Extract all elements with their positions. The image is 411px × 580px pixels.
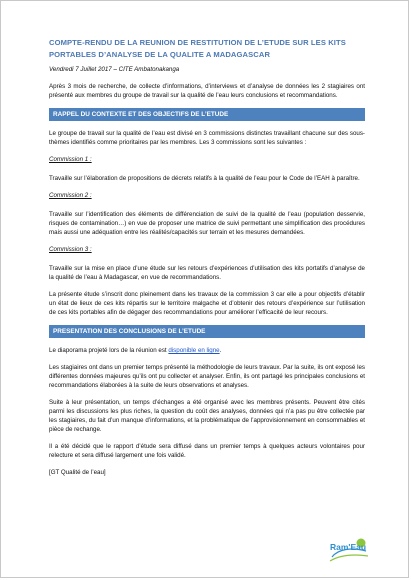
document-date-location: Vendredi 7 Juillet 2017 – CITE Ambatonakanga <box>49 66 180 73</box>
exchanges-paragraph: Suite à leur présentation, un temps d’échanges a été organisé avec les membres présents. Peuvent être cités parmi les discussions les plus riches, la question du coût des analyses, données qui n’a pas pu être collectée par les stagiaires, du fait d’un manque d’informations, et la problématique de l’approvisionnement en consommables et pièce de rechange. <box>49 399 365 433</box>
section-heading-context: RAPPEL DU CONTEXTE ET DES OBJECTIFS DE L’ETUDE <box>49 108 365 121</box>
commission-3-text: Travaille sur la mise en place d’une étude sur les retours d’expériences d’utilisation des kits portatifs d’analyse de la qualité de l’eau à Madagascar, en vue de recommandations. <box>49 265 365 281</box>
intro-paragraph: Après 3 mois de recherche, de collecte d’informations, d’interviews et d’analyse de données les 2 stagiaires ont présenté aux membres du groupe de travail sur la qualité de l’eau leurs conclusions et recommandations. <box>49 83 365 99</box>
diaporama-suffix: . <box>219 347 222 354</box>
context-closing-paragraph: La présente étude s’inscrit donc pleinement dans les travaux de la commission 3 car elle a pour objectifs d’établir un état de lieux de ces kits répartis sur le territoire malgache et d’obtenir des retours d’expérience sur l’utilisation de ces kits portables afin de dégager des recommandations pour améliorer l’efficacité de leur recours. <box>49 291 365 316</box>
document-title: COMPTE-RENDU DE LA REUNION DE RESTITUTION DE L’ETUDE SUR LES KITS PORTABLES D’ANALYSE DE LA QUALITE A MADAGASCAR <box>49 38 346 59</box>
commission-3-title: Commission 3 : <box>49 246 92 253</box>
rameau-logo <box>326 535 372 565</box>
signature: [GT Qualité de l’eau] <box>49 469 106 476</box>
section-heading-conclusions: PRESENTATION DES CONCLUSIONS DE L’ETUDE <box>49 325 365 338</box>
diaporama-prefix: Le diaporama projeté lors de la réunion est <box>49 347 169 354</box>
decision-paragraph: Il a été décidé que le rapport d’étude sera diffusé dans un premier temps à quelques acteurs volontaires pour relecture et sera diffusé largement une fois validé. <box>49 443 365 459</box>
diaporama-link[interactable]: disponible en ligne <box>168 347 220 354</box>
commission-1-title: Commission 1 : <box>49 156 92 163</box>
methodology-paragraph: Les stagiaires ont dans un premier temps présenté la méthodologie de leurs travaux. Par la suite, ils ont exposé les différentes données majeures qu’ils ont pu collecter et analyser. Enfin, ils ont partagé les principales conclusions et recommandations élaborées à la suite de leurs observations et analyses. <box>49 364 365 389</box>
commission-1-text: Travaille sur l’élaboration de propositions de décrets relatifs à la qualité de l’eau pour le Code de l’EAH à paraître. <box>49 175 360 182</box>
logo-text: Ram'Eau <box>330 542 367 552</box>
commission-2-text: Travaille sur l’identification des éléments de différenciation de suivi de la qualité de l’eau (population desservie, risques de contamination…) en vue de proposer une matrice de suivi permettant une simplification des procédures mais aussi une adéquation entre les réalités/capacités sur terrain et les mesures demandées. <box>49 211 365 236</box>
diaporama-paragraph <box>49 346 365 355</box>
commission-2-title: Commission 2 : <box>49 192 92 199</box>
document-content <box>49 37 365 477</box>
context-paragraph: Le groupe de travail sur la qualité de l’eau est divisé en 3 commissions distinctes travaillant chacune sur des sous-thèmes identifiés comme prioritaires par les membres. Les 3 commissions sont les suivantes : <box>49 130 365 146</box>
